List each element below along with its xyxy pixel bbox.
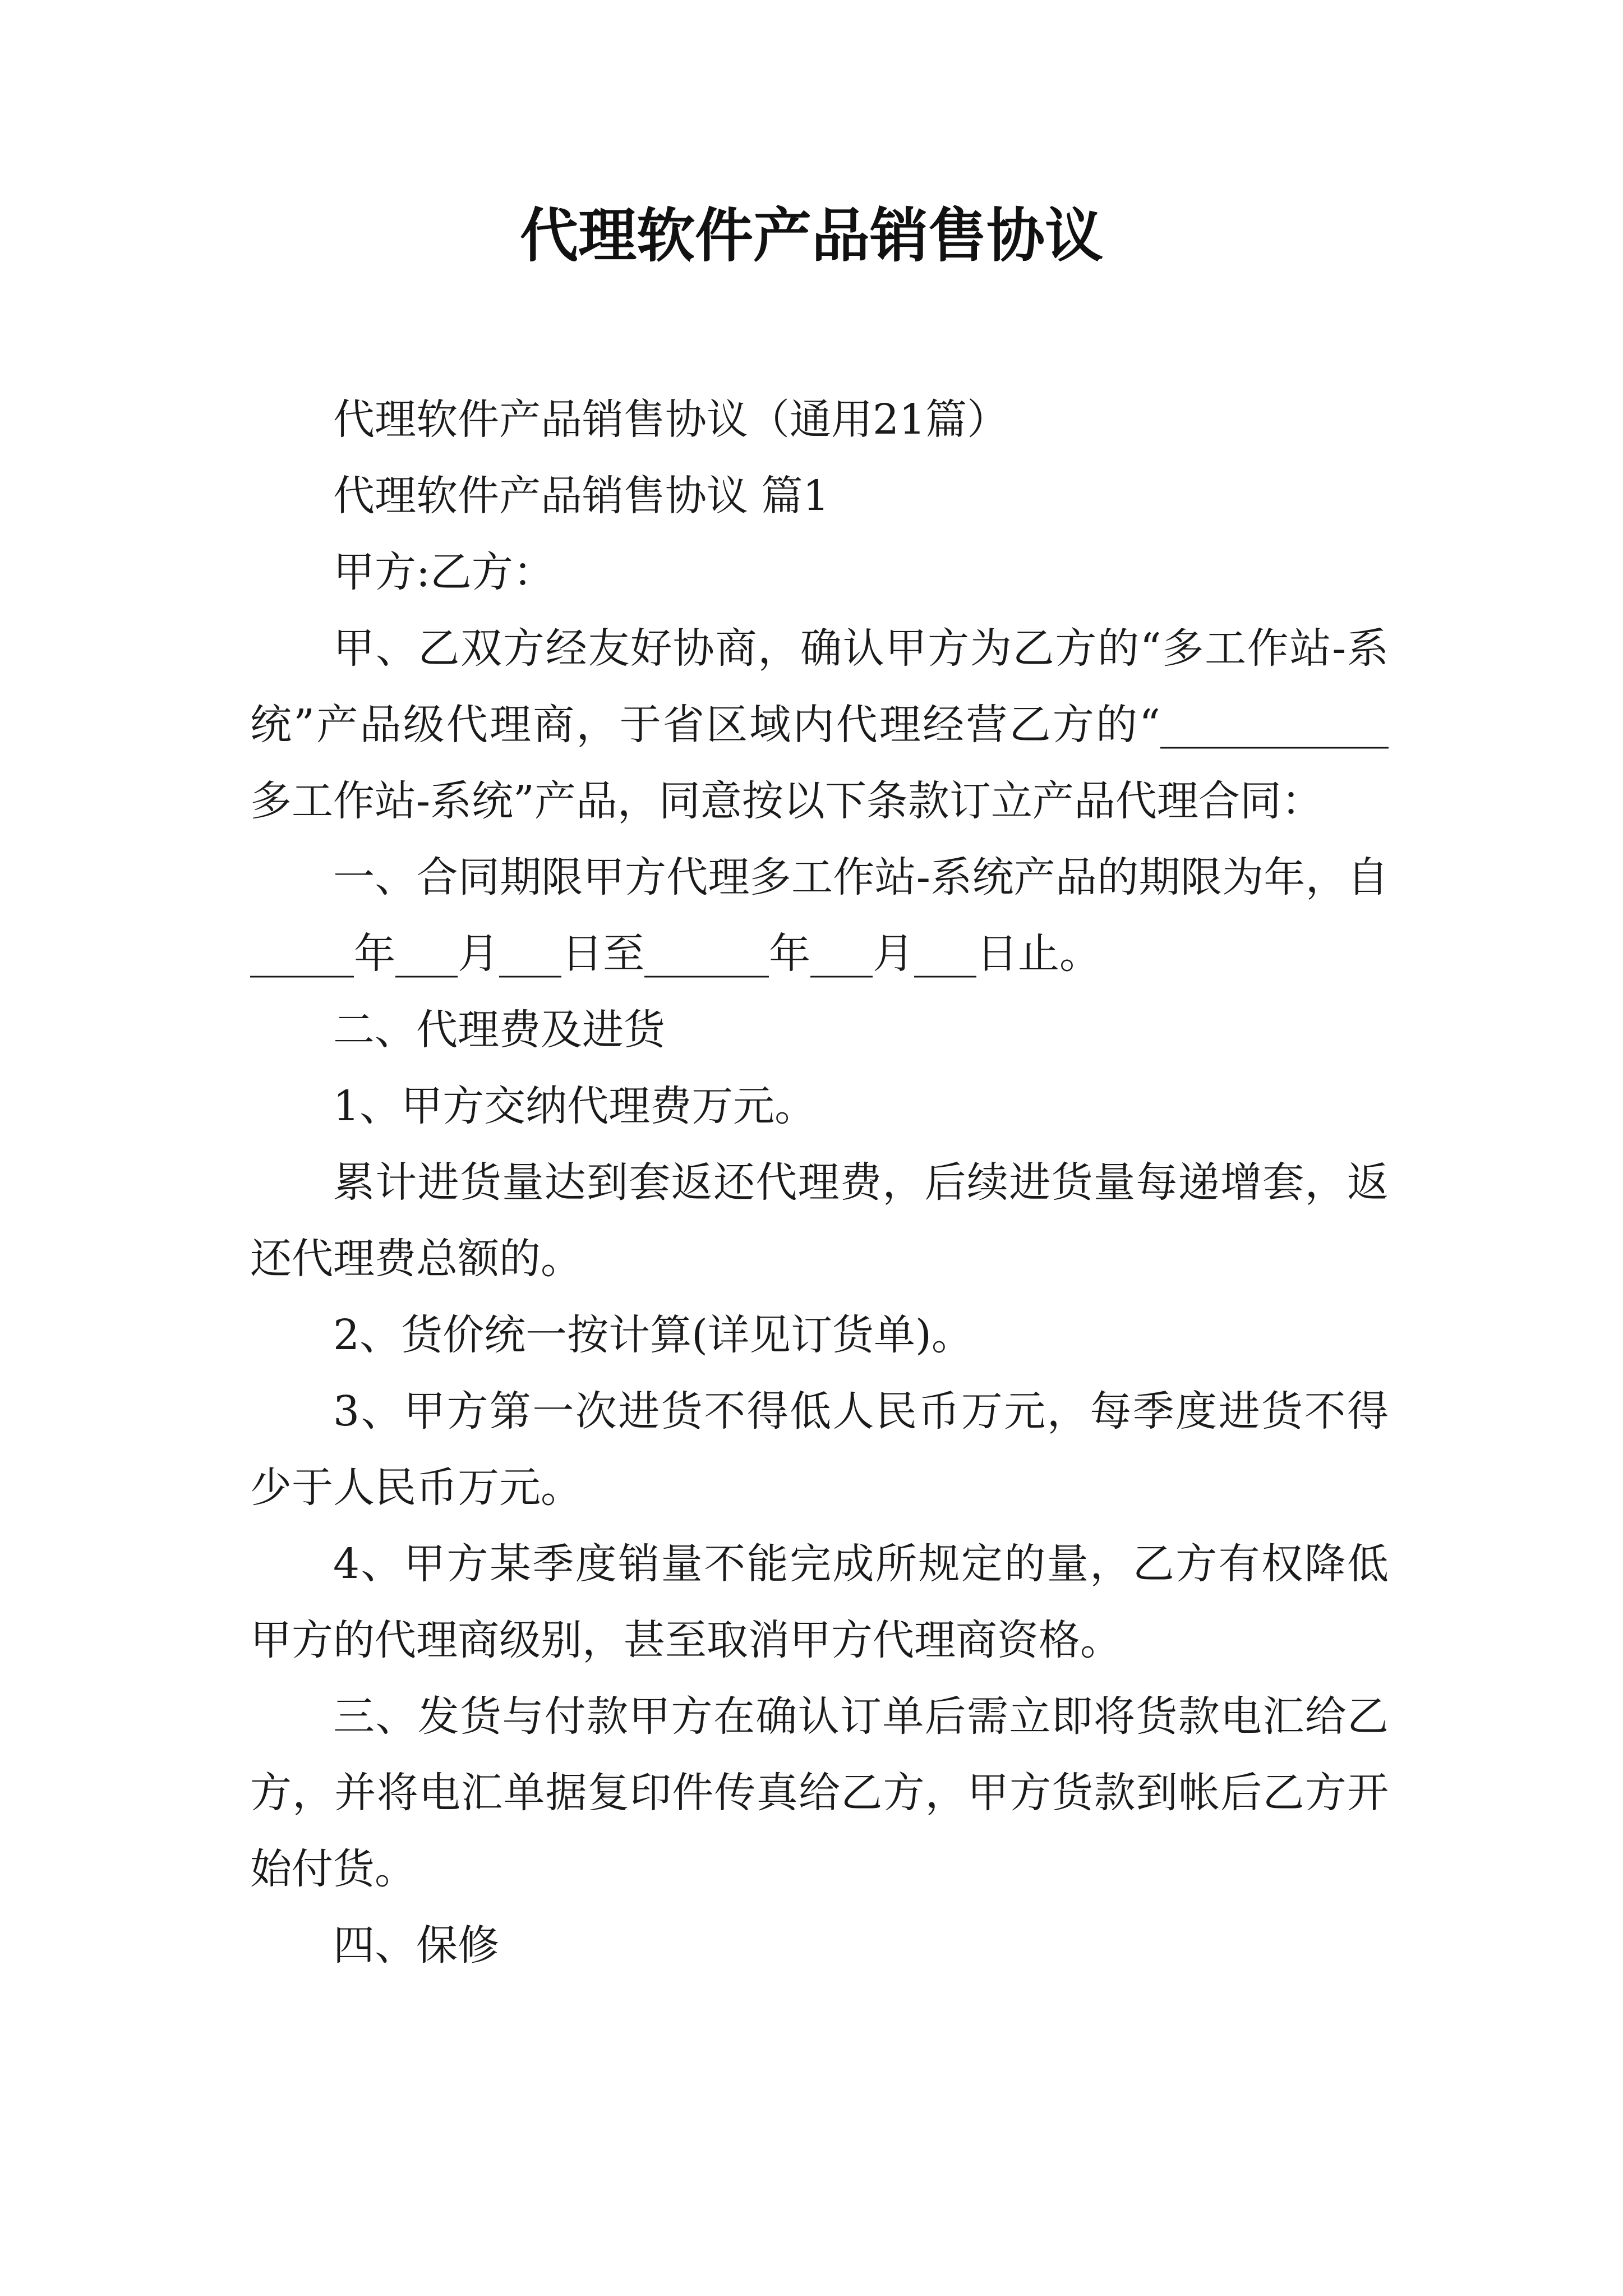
document-body [250, 381, 1389, 1984]
paragraph-fees-heading: 二、代理费及进货 [333, 1006, 665, 1054]
paragraph-warranty-heading: 四、保修 [333, 1921, 499, 1970]
paragraph-parties: 甲方:乙方： [333, 548, 555, 596]
paragraph-subtitle: 代理软件产品销售协议（通用21篇） [333, 395, 1009, 444]
paragraph-fee-2: 2、货价统一按计算(详见订货单)。 [333, 1311, 973, 1359]
paragraph-preamble: 甲、乙双方经友好协商，确认甲方为乙方的“多工作站-系统”产品级代理商，于省区域内代理经营乙方的“___________多工作站-系统”产品，同意按以下条款订立产品代理合同： [250, 624, 1389, 825]
paragraph-delivery-payment: 三、发货与付款甲方在确认订单后需立即将货款电汇给乙方，并将电汇单据复印件传真给乙方，甲方货款到帐后乙方开始付货。 [250, 1692, 1389, 1893]
paragraph-fee-1: 1、甲方交纳代理费万元。 [333, 1082, 817, 1130]
document-title: 代理软件产品销售协议 [519, 201, 1103, 270]
paragraph-fee-3: 3、甲方第一次进货不得低人民币万元，每季度进货不得少于人民币万元。 [250, 1387, 1389, 1512]
paragraph-term: 一、合同期限甲方代理多工作站-系统产品的期限为年，自_____年___月___日至______年___月___日止。 [250, 853, 1389, 978]
paragraph-fee-4: 4、甲方某季度销量不能完成所规定的量，乙方有权降低甲方的代理商级别，甚至取消甲方代理商资格。 [250, 1540, 1389, 1664]
paragraph-section-heading: 代理软件产品销售协议 篇1 [333, 472, 829, 520]
paragraph-refund: 累计进货量达到套返还代理费，后续进货量每递增套，返还代理费总额的。 [250, 1158, 1389, 1283]
